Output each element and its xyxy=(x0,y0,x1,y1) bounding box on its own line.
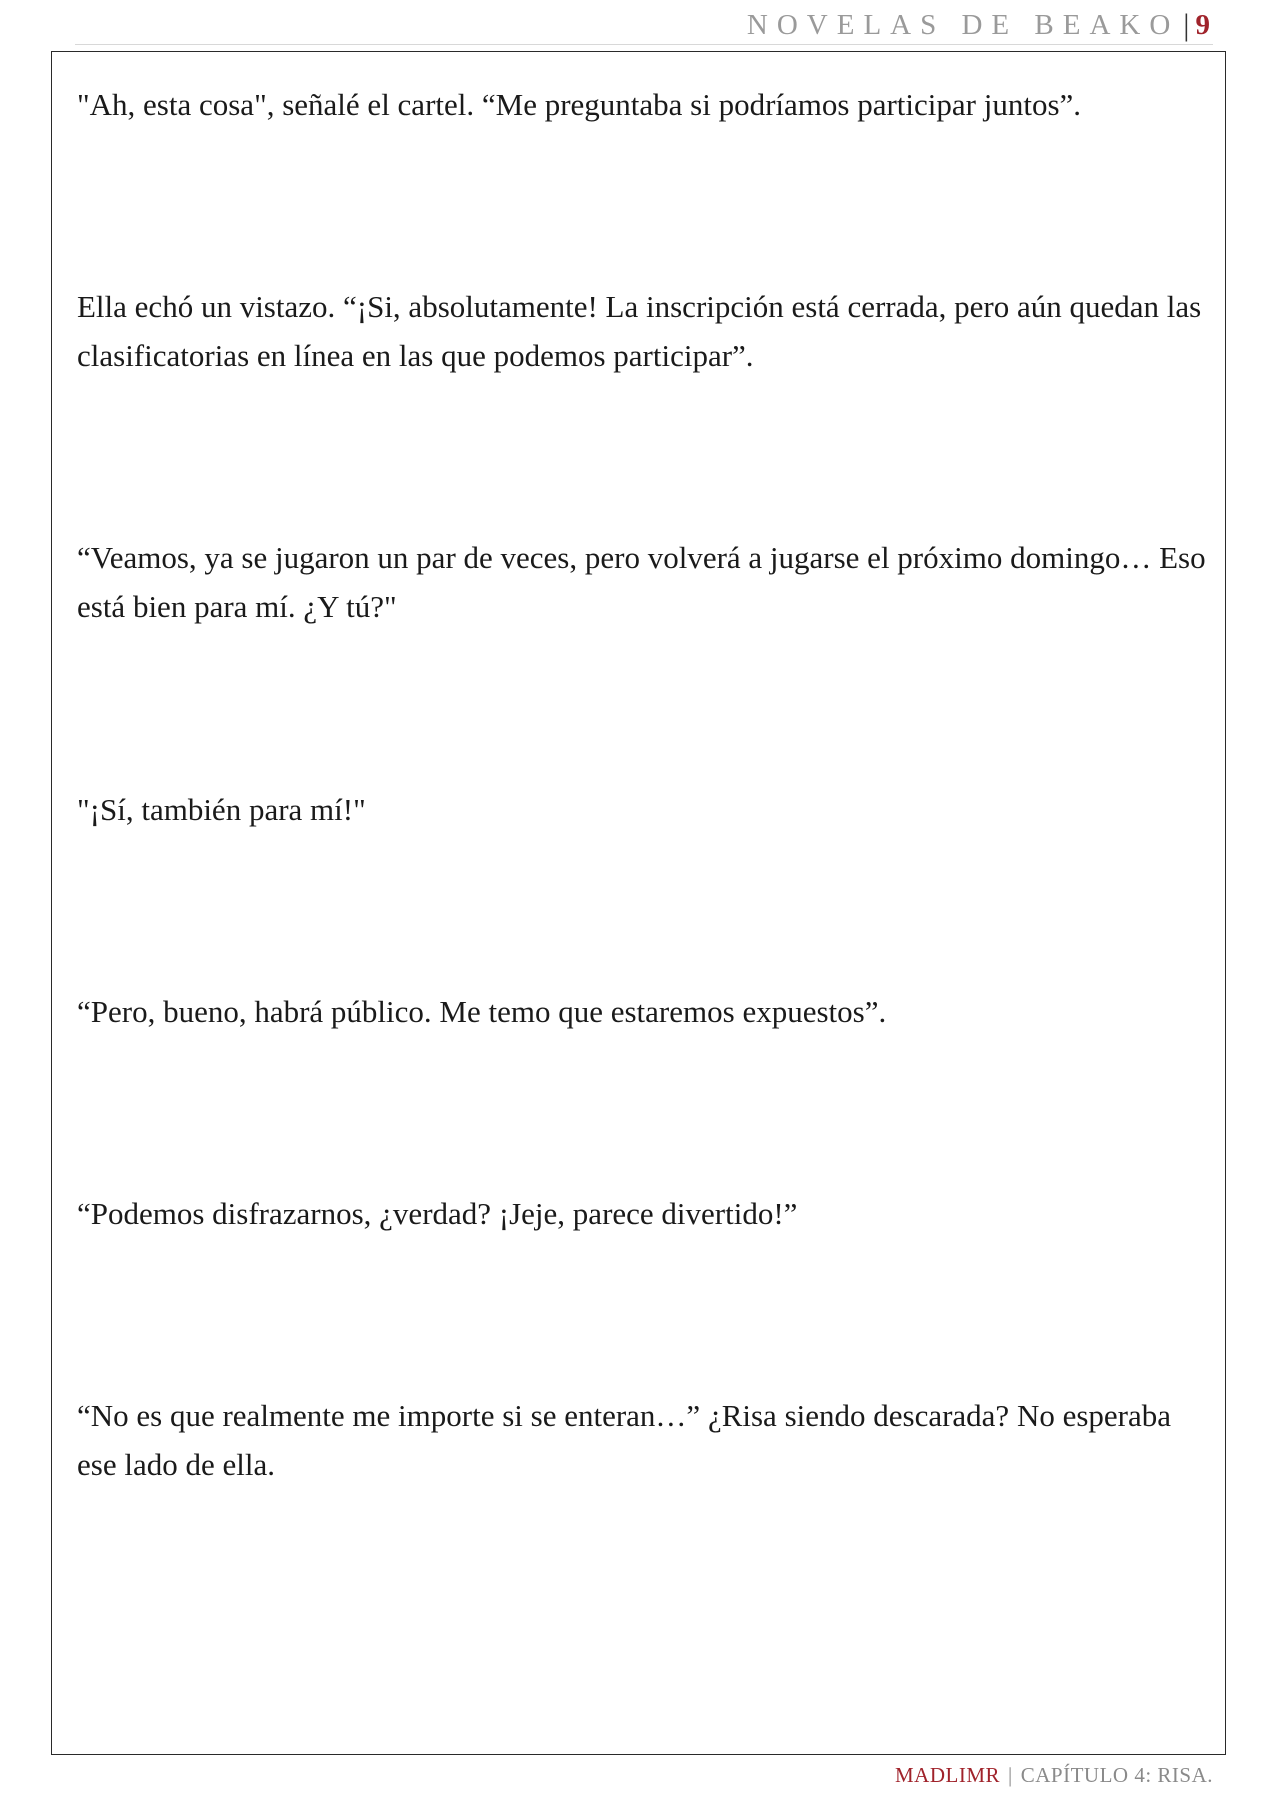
paragraph: "¡Sí, también para mí!" xyxy=(77,792,366,827)
page-header xyxy=(747,6,1210,44)
paragraph: "Ah, esta cosa", señalé el cartel. “Me preguntaba si podríamos participar juntos”. xyxy=(77,87,1082,122)
paragraph: “Pero, bueno, habrá público. Me temo que estaremos expuestos”. xyxy=(77,994,887,1029)
paragraph: Ella echó un vistazo. “¡Si, absolutamente! La inscripción está cerrada, pero aún quedan las clasificatorias en línea en las que podemos participar”. xyxy=(77,289,1202,373)
page-number: 9 xyxy=(1195,8,1210,41)
author-name: MADLIMR xyxy=(895,1763,1001,1787)
footer-separator: | xyxy=(1008,1763,1013,1787)
book-title: NOVELAS DE BEAKO xyxy=(746,8,1180,41)
header-divider xyxy=(75,44,1213,45)
page-footer xyxy=(895,1763,1213,1788)
paragraph: “Veamos, ya se jugaron un par de veces, pero volverá a jugarse el próximo domingo… Eso está bien para mí. ¿Y tú?" xyxy=(77,540,1206,624)
header-separator: | xyxy=(1183,7,1190,42)
paragraph: “No es que realmente me importe si se enteran…” ¿Risa siendo descarada? No esperaba ese lado de ella. xyxy=(77,1398,1172,1482)
chapter-title: CAPÍTULO 4: RISA. xyxy=(1020,1763,1213,1787)
paragraph: “Podemos disfrazarnos, ¿verdad? ¡Jeje, parece divertido!” xyxy=(77,1196,798,1231)
